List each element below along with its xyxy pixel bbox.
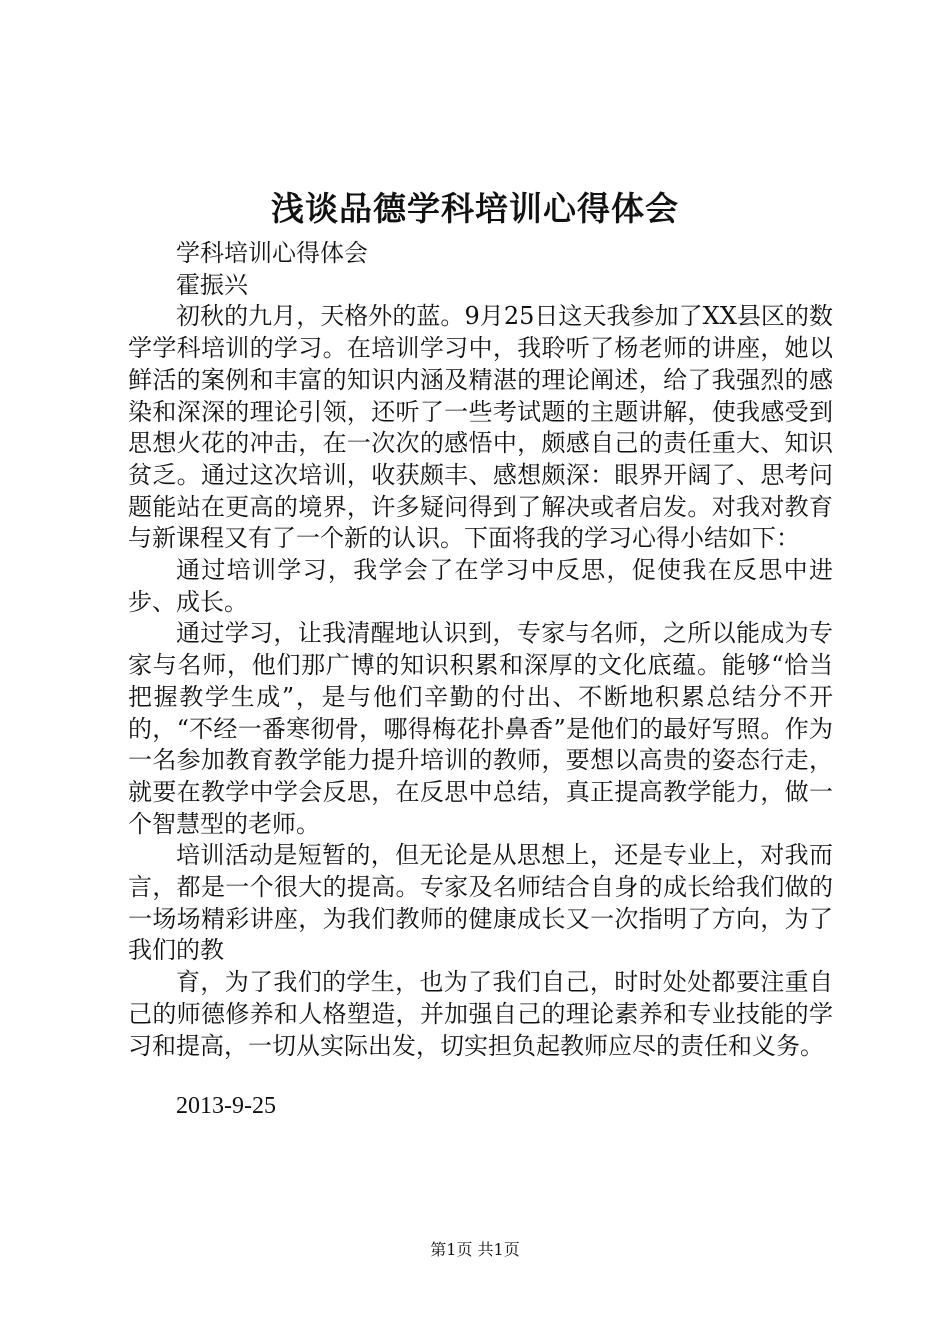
paragraph-intro: 初秋的九月，天格外的蓝。9月25日这天我参加了XX县区的数学学科培训的学习。在培训学习中，我聆听了杨老师的讲座，她以鲜活的案例和丰富的知识内涵及精湛的理论阐述，给了我强烈的感染和深深的理论引领，还听了一些考试题的主题讲解，使我感受到思想火花的冲击，在一次次的感悟中，颇感自己的责任重大、知识贫乏。通过这次培训，收获颇丰、感想颇深：眼界开阔了、思考问题能站在更高的境界，许多疑问得到了解决或者启发。对我对教育与新课程又有了一个新的认识。下面将我的学习心得小结如下： [128, 302, 833, 553]
subtitle-line: 学科培训心得体会 [176, 239, 368, 267]
document-title: 浅谈品德学科培训心得体会 [271, 189, 679, 228]
paragraph-experts: 通过学习，让我清醒地认识到，专家与名师，之所以能成为专家与名师，他们那广博的知识积累和深厚的文化底蕴。能够“恰当把握教学生成”，是与他们辛勤的付出、不断地积累总结分不开的，“不经一番寒彻骨，哪得梅花扑鼻香”是他们的最好写照。作为一名参加教育教学能力提升培训的教师，要想以高贵的姿态行走，就要在教学中学会反思，在反思中总结，真正提高教学能力，做一个智慧型的老师。 [128, 619, 833, 838]
document-body [128, 238, 833, 1062]
document-date: 2013-9-25 [176, 1093, 276, 1119]
page-footer: 第1页 共1页 [430, 1240, 520, 1259]
paragraph-training: 培训活动是短暂的，但无论是从思想上，还是专业上，对我而言，都是一个很大的提高。专家及名师结合自身的成长给我们做的一场场精彩讲座，为我们教师的健康成长又一次指明了方向，为了我们的教 [128, 841, 833, 965]
author-line: 霍振兴 [176, 270, 248, 299]
paragraph-conclusion: 育，为了我们的学生，也为了我们自己，时时处处都要注重自己的师德修养和人格塑造，并加强自己的理论素养和专业技能的学习和提高，一切从实际出发，切实担负起教师应尽的责任和义务。 [128, 968, 833, 1060]
paragraph-reflection: 通过培训学习，我学会了在学习中反思，促使我在反思中进步、成长。 [128, 556, 833, 616]
